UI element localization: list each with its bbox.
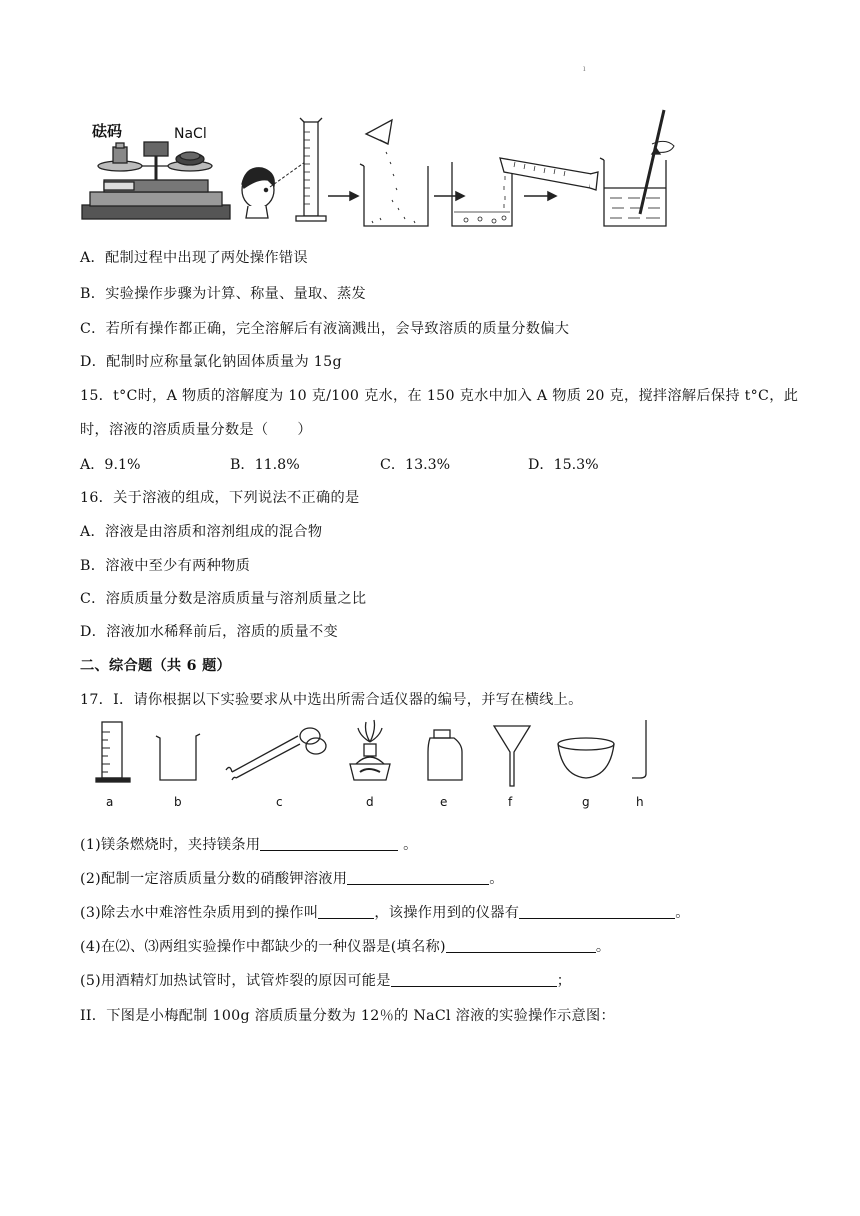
q17-item-3-text: (3)除去水中难溶性杂质用到的操作叫 xyxy=(80,905,319,921)
q17-item-1 xyxy=(80,834,418,854)
beaker-icon xyxy=(156,734,200,780)
beaker-pouring-water-icon xyxy=(452,158,598,226)
q17-intro: 17．I．请你根据以下实验要求从中选出所需合适仪器的编号，并写在横线上。 xyxy=(80,692,583,708)
q17-item-2 xyxy=(80,868,504,888)
q15-stem-line1: 15．t°C时，A 物质的溶解度为 10 克/100 克水，在 150 克水中加入 A 物质 20 克，搅拌溶解后保持 t°C，此 xyxy=(80,388,799,404)
q17-item-4-end: 。 xyxy=(595,939,611,955)
arrow-icon xyxy=(328,192,358,200)
beaker-stirring-icon xyxy=(600,110,674,226)
answer-blank-1[interactable] xyxy=(260,835,398,851)
sight-line xyxy=(270,162,305,187)
section-title: 二、综合题（共 6 题） xyxy=(80,658,232,674)
q17-item-1-text: (1)镁条燃烧时，夹持镁条用 xyxy=(80,837,261,853)
answer-blank-5[interactable] xyxy=(391,971,557,987)
nacl-label: NaCl xyxy=(174,126,207,142)
graduated-cylinder-icon xyxy=(96,722,130,782)
q17-item-2-text: (2)配制一定溶质质量分数的硝酸钾溶液用 xyxy=(80,871,348,887)
q17-item-3-end: 。 xyxy=(675,905,690,921)
instrument-label-h: h xyxy=(636,795,644,809)
q16-option-b: B．溶液中至少有两种物质 xyxy=(80,558,251,574)
graduated-cylinder-icon xyxy=(296,118,326,221)
alcohol-lamp-icon xyxy=(350,720,390,780)
glass-rod-icon xyxy=(632,720,646,778)
q14-option-d: D．配制时应称量氯化钠固体质量为 15g xyxy=(80,354,342,370)
answer-blank-3a[interactable] xyxy=(318,903,374,919)
q14-option-b: B．实验操作步骤为计算、称量、量取、蒸发 xyxy=(80,286,366,302)
q15-stem-line2: 时，溶液的溶质质量分数是（ ） xyxy=(80,422,312,438)
instrument-label-g: g xyxy=(582,795,590,809)
q17-item-3 xyxy=(80,902,690,922)
funnel-icon xyxy=(494,726,530,786)
q17-item-4 xyxy=(80,936,610,956)
instrument-label-a: a xyxy=(106,795,114,809)
q17-item-3-mid: ，该操作用到的仪器有 xyxy=(374,905,520,921)
instrument-label-d: d xyxy=(366,795,374,809)
weights-label: 砝码 xyxy=(92,122,123,140)
evaporating-dish-icon xyxy=(558,738,614,778)
q17-item-5-end: ； xyxy=(556,973,572,989)
observer-face-icon xyxy=(242,168,274,218)
q15-option-b: B．11.8% xyxy=(230,457,300,473)
q17-item-4-text: (4)在⑵、⑶两组实验操作中都缺少的一种仪器是(填名称) xyxy=(80,939,446,955)
beaker-pouring-solid-icon xyxy=(360,120,428,226)
crucible-tongs-icon xyxy=(226,728,326,780)
q17-item-2-end: 。 xyxy=(489,871,504,887)
q16-option-d: D．溶液加水稀释前后，溶质的质量不变 xyxy=(80,624,338,640)
q17-item-5 xyxy=(80,970,571,990)
q16-option-c: C．溶质质量分数是溶质质量与溶剂质量之比 xyxy=(80,591,367,607)
instrument-label-f: f xyxy=(508,795,513,809)
stray-mark: ı xyxy=(583,64,586,73)
arrow-icon xyxy=(524,192,556,200)
q17-item-1-end: 。 xyxy=(398,837,418,853)
q15-option-d: D．15.3% xyxy=(528,457,599,473)
answer-blank-4[interactable] xyxy=(446,937,596,953)
q15-option-a: A．9.1% xyxy=(80,457,141,473)
arrow-icon xyxy=(434,192,464,200)
q17-item-5-text: (5)用酒精灯加热试管时，试管炸裂的原因可能是 xyxy=(80,973,391,989)
q16-option-a: A．溶液是由溶质和溶剂组成的混合物 xyxy=(80,524,323,540)
q15-option-c: C．13.3% xyxy=(380,457,451,473)
answer-blank-2[interactable] xyxy=(347,869,489,885)
reagent-bottle-icon xyxy=(428,730,462,780)
q14-option-a: A．配制过程中出现了两处操作错误 xyxy=(80,250,308,266)
q16-stem: 16．关于溶液的组成，下列说法不正确的是 xyxy=(80,490,360,506)
instrument-label-b: b xyxy=(174,795,182,809)
balance-icon xyxy=(82,142,230,219)
q14-option-c: C．若所有操作都正确，完全溶解后有液滴溅出，会导致溶质的质量分数偏大 xyxy=(80,321,570,337)
preparation-steps-figure xyxy=(0,100,860,240)
q17-part2: II．下图是小梅配制 100g 溶质质量分数为 12％的 NaCl 溶液的实验操作示意图： xyxy=(80,1008,615,1024)
instrument-label-e: e xyxy=(440,795,448,809)
instrument-label-c: c xyxy=(276,795,283,809)
instruments-figure xyxy=(0,714,860,814)
answer-blank-3b[interactable] xyxy=(519,903,675,919)
